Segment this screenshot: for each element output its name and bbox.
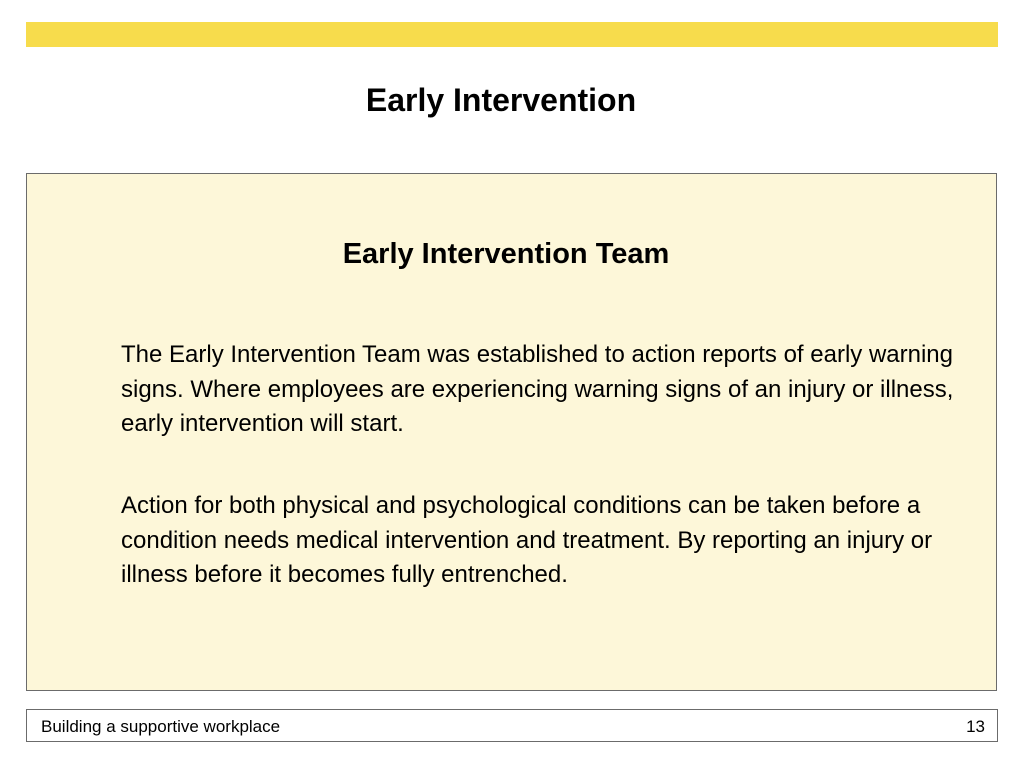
page-number: 13 <box>966 717 985 736</box>
footer-text: Building a supportive workplace <box>41 717 281 736</box>
slide-title: Early Intervention <box>365 82 637 118</box>
footer-bar <box>26 709 998 742</box>
top-accent-band <box>26 22 998 47</box>
paragraph-1: The Early Intervention Team was established to action reports of early warning signs. Where employees are experiencing warning signs of an injury or illness, early intervention will start. <box>121 341 954 437</box>
content-panel <box>26 173 997 691</box>
section-heading: Early Intervention Team <box>342 238 670 270</box>
paragraph-2: Action for both physical and psychological conditions can be taken before a condition needs medical intervention and treatment. By reporting an injury or illness before it becomes fully entrenched. <box>121 492 933 588</box>
